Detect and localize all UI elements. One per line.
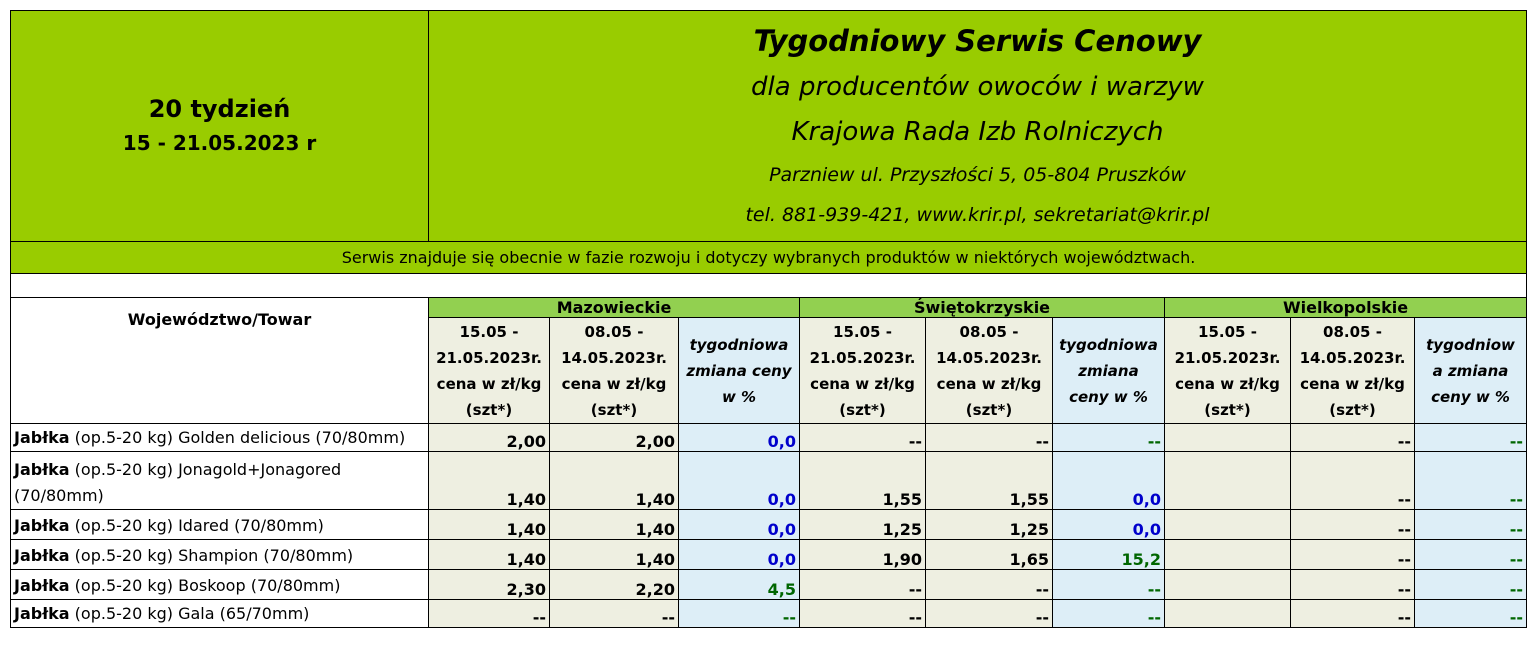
price-cell: 2,00 [429,424,550,452]
price-cell: 1,25 [926,510,1053,540]
price-cell [1165,510,1291,540]
table-row [11,452,1527,510]
product-name: Jabłka (op.5-20 kg) Idared (70/80mm) [11,510,429,540]
product-name: Jabłka (op.5-20 kg) Shampion (70/80mm) [11,540,429,570]
table-body [11,424,1527,628]
price-cell: -- [926,570,1053,600]
weekly-change-cell: -- [1415,452,1527,510]
price-cell: -- [1291,424,1415,452]
price-cell: -- [800,600,926,628]
price-cell: -- [1291,452,1415,510]
price-cell: -- [1291,570,1415,600]
price-cell [1165,540,1291,570]
weekly-change-cell: 0,0 [1053,452,1165,510]
price-cell: 2,30 [429,570,550,600]
price-cell: -- [1291,600,1415,628]
price-cell: 1,40 [429,540,550,570]
price-cell: -- [800,424,926,452]
price-cell: -- [429,600,550,628]
region-header-swietokrzyskie: Świętokrzyskie [800,298,1165,318]
price-cell: -- [1291,540,1415,570]
weekly-change-cell: 0,0 [679,510,800,540]
week-cell [11,11,429,242]
title-cell [429,11,1527,242]
table-row [11,540,1527,570]
weekly-change-cell: 0,0 [679,540,800,570]
weekly-change-cell: -- [1053,570,1165,600]
price-service-sheet [10,10,1526,628]
weekly-change-cell: -- [1415,600,1527,628]
region-header-wielkopolskie: Wielkopolskie [1165,298,1527,318]
price-cell [1165,424,1291,452]
weekly-change-cell: 0,0 [679,452,800,510]
price-cell: 1,40 [550,510,679,540]
column-header-region-product: Województwo/Towar [11,298,429,424]
week-dates: 15 - 21.05.2023 r [122,131,317,155]
weekly-change-cell: -- [1053,424,1165,452]
spacer-row [11,274,1527,298]
weekly-change-cell: 0,0 [679,424,800,452]
organization-name: Krajowa Rada Izb Rolniczych [791,117,1164,147]
product-name: Jabłka (op.5-20 kg) Boskoop (70/80mm) [11,570,429,600]
price-cell: -- [1291,510,1415,540]
product-name: Jabłka (op.5-20 kg) Golden delicious (70/80mm) [11,424,429,452]
price-cell: 1,25 [800,510,926,540]
weekly-change-cell: -- [1053,600,1165,628]
price-cell: 1,40 [550,452,679,510]
price-cell: -- [926,600,1053,628]
price-cell [1165,452,1291,510]
weekly-change-cell: 4,5 [679,570,800,600]
notice-banner: Serwis znajduje się obecnie w fazie rozwoju i dotyczy wybranych produktów w niektórych województwach. [11,242,1527,274]
product-name: Jabłka (op.5-20 kg) Jonagold+Jonagored (70/80mm) [11,452,429,510]
page-title: Tygodniowy Serwis Cenowy [753,24,1202,58]
weekly-change-cell: -- [1415,570,1527,600]
price-cell: 1,40 [429,510,550,540]
price-cell: 1,40 [429,452,550,510]
page-subtitle: dla producentów owoców i warzyw [751,72,1204,102]
product-name: Jabłka (op.5-20 kg) Gala (65/70mm) [11,600,429,628]
table-row [11,424,1527,452]
week-label: 20 tydzień [148,95,291,123]
table-row [11,600,1527,628]
subheader-current: 15.05 - 21.05.2023r. cena w zł/kg (szt*) [800,318,926,424]
weekly-change-cell: -- [1415,510,1527,540]
table-row [11,570,1527,600]
price-cell [1165,600,1291,628]
price-cell: 2,00 [550,424,679,452]
weekly-change-cell: 0,0 [1053,510,1165,540]
price-cell: 1,40 [550,540,679,570]
weekly-change-cell: 15,2 [1053,540,1165,570]
subheader-previous: 08.05 - 14.05.2023r. cena w zł/kg (szt*) [550,318,679,424]
price-cell: 1,55 [800,452,926,510]
price-cell: 1,55 [926,452,1053,510]
subheader-change: tygodniow a zmiana ceny w % [1415,318,1527,424]
subheader-previous: 08.05 - 14.05.2023r. cena w zł/kg (szt*) [1291,318,1415,424]
subheader-previous: 08.05 - 14.05.2023r. cena w zł/kg (szt*) [926,318,1053,424]
subheader-change: tygodniowa zmiana ceny w % [679,318,800,424]
price-cell: -- [800,570,926,600]
table-row [11,510,1527,540]
price-cell: 1,90 [800,540,926,570]
price-cell: 2,20 [550,570,679,600]
weekly-change-cell: -- [1415,540,1527,570]
organization-contact: tel. 881-939-421, www.krir.pl, sekretariat@krir.pl [745,204,1210,226]
price-cell: -- [550,600,679,628]
subheader-change: tygodniowa zmiana ceny w % [1053,318,1165,424]
region-header-mazowieckie: Mazowieckie [429,298,800,318]
subheader-current: 15.05 - 21.05.2023r. cena w zł/kg (szt*) [429,318,550,424]
price-cell [1165,570,1291,600]
subheader-current: 15.05 - 21.05.2023r. cena w zł/kg (szt*) [1165,318,1291,424]
price-cell: -- [926,424,1053,452]
price-table [10,10,1527,628]
price-cell: 1,65 [926,540,1053,570]
weekly-change-cell: -- [679,600,800,628]
organization-address: Parzniew ul. Przyszłości 5, 05-804 Pruszków [769,164,1186,186]
weekly-change-cell: -- [1415,424,1527,452]
